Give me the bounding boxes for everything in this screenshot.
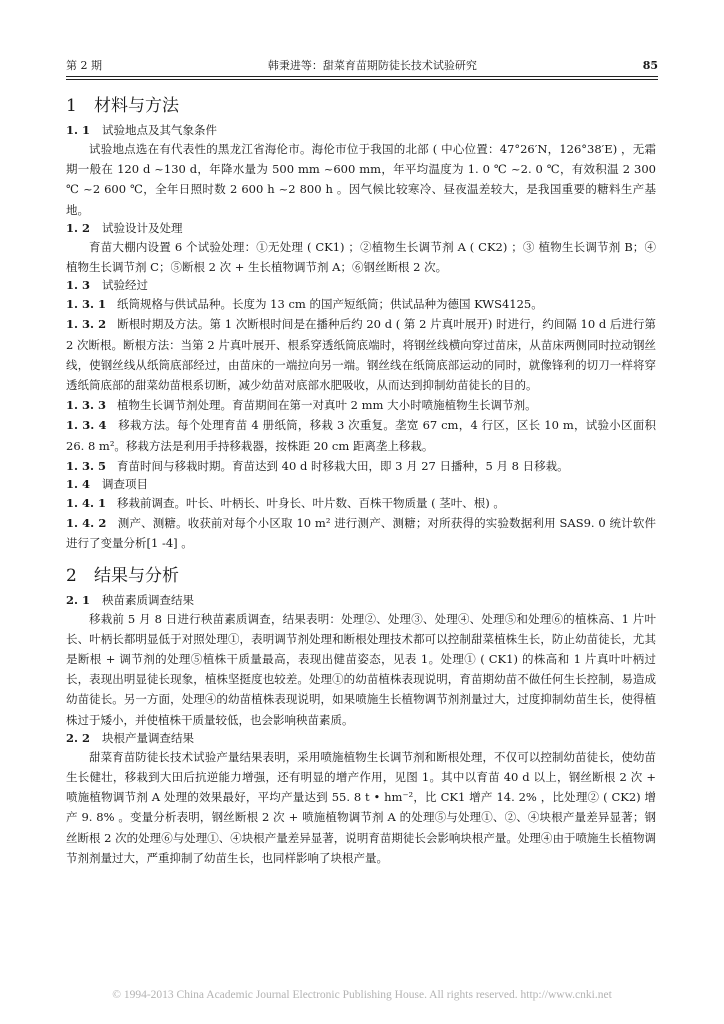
header-rule-bottom (66, 79, 658, 80)
subsection-heading-1-1: 1. 1 试验地点及其气象条件 (66, 123, 217, 137)
issue-number: 第 2 期 (66, 59, 102, 72)
paragraph-1-4-2: 1. 4. 2 测产、测糖。收获前对每个小区取 10 m² 进行测产、测糖；对所获得的实验数据利用 SAS9. 0 统计软件进行了变量分析[1 -4] 。 (66, 516, 656, 551)
running-header (66, 55, 658, 75)
section-title: 结果与分析 (94, 565, 179, 586)
copyright-footer: © 1994-2013 China Academic Journal Electronic Publishing House. All rights reserved. http://www.cnki.net (112, 989, 612, 1001)
paragraph-1-3-3: 1. 3. 3 植物生长调节剂处理。育苗期间在第一对真叶 2 mm 大小时喷施植物生长调节剂。 (66, 398, 537, 413)
paragraph-1-4-1: 1. 4. 1 移栽前调查。叶长、叶柄长、叶身长、叶片数、百株干物质量 ( 茎叶、根) 。 (66, 496, 505, 511)
section-heading-2 (66, 562, 656, 592)
subsection-heading-1-2: 1. 2 试验设计及处理 (66, 220, 183, 235)
header-rule-top (66, 76, 658, 77)
running-title: 韩秉进等：甜菜育苗期防徒长技术试验研究 (267, 59, 477, 72)
paragraph-root-yield: 甜菜育苗防徒长技术试验产量结果表明，采用喷施植物生长调节剂和断根处理，不仅可以控制幼苗徒长，使幼苗生长健壮，移栽到大田后抗逆能力增强，还有明显的增产作用，见图 1。其中以育苗 40 d 以上，钢丝断根 2 次 + 喷施植物调节剂 A 处理的效果最好，平均产量达到 55. 8 t • hm⁻²，比 CK1 增产 14. 2% ，比处理② ( CK2) 增产 9. 8% 。变量分析表明，钢丝断根 2 次 + 喷施植物调节剂 A 的处理⑤与处理①、②、④块根产量差异显著；钢丝断根 2 次的处理⑥与处理①、④块根产量差异显著，说明育苗期徒长会影响块根产量。处理④由于喷施生长植物调节剂剂量过大，严重抑制了幼苗生长，也同样影响了块根产量。 (66, 749, 656, 865)
paragraph-1-3-1: 1. 3. 1 纸筒规格与供试品种。长度为 13 cm 的国产短纸筒；供试品种为德国 KWS4125。 (66, 297, 543, 312)
subsection-heading-2-2: 2. 2 块根产量调查结果 (66, 730, 194, 745)
paragraph-1-3-5: 1. 3. 5 育苗时间与移栽时期。育苗达到 40 d 时移栽大田，即 3 月 27 日播种，5 月 8 日移栽。 (66, 458, 569, 473)
paragraph-1-3-2: 1. 3. 2 断根时期及方法。第 1 次断根时间是在播种后约 20 d ( 第 2 片真叶展开) 时进行，约间隔 10 d 后进行第 2 次断根。断根方法：当第 2 片真叶展开、根系穿透纸筒底端时，将钢丝线横向穿过苗床，从苗床两侧同时拉动钢丝线，使钢丝线从纸筒底部经过，由苗床的一端拉向另一端。钢丝线在纸筒底部运动的同时，就像锋利的切刀一样将穿透纸筒底部的甜菜幼苗根系切断，减少幼苗对底部水肥吸收，从而达到抑制幼苗徒长的目的。 (66, 317, 657, 393)
article-body (66, 92, 656, 868)
paragraph-site: 试验地点选在有代表性的黑龙江省海伦市。海伦市位于我国的北部 ( 中心位置：47°26′N，126°38′E) ，无霜期一般在 120 d ~130 d，年降水量为 500 mm ~600 mm，年平均温度为 1. 0 ℃ ~2. 0 ℃，有效积温 2 300 ℃ ~2 600 ℃，全年日照时数 2 600 h ~2 800 h 。因气候比较寒冷、昼夜温差较大，是我国重要的糖料生产基地。 (66, 142, 656, 217)
section-heading-1 (66, 92, 656, 122)
paragraph-1-3-4: 1. 3. 4 移栽方法。每个处理育苗 4 册纸筒，移栽 3 次重复。垄宽 67 cm，4 行区，区长 10 m，试验小区面积 26. 8 m²。移栽方法是利用手持移栽器，按株距 20 cm 距离垄上移栽。 (66, 418, 656, 453)
subsection-heading-2-1: 2. 1 秧苗素质调查结果 (66, 592, 194, 607)
page-number: 85 (642, 58, 658, 72)
section-number: 2 (66, 565, 77, 586)
paragraph-seedling-quality: 移栽前 5 月 8 日进行秧苗素质调查，结果表明：处理②、处理③、处理④、处理⑤和处理⑥的植株高、1 片叶长、叶柄长都明显低于对照处理①，表明调节剂处理和断根处理技术都可以控制甜菜植株生长，防止幼苗徒长，尤其是断根 + 调节剂的处理⑤植株干质量最高，表现出健苗姿态，见表 1。处理① ( CK1) 的株高和 1 片真叶叶柄过长，表现出明显徒长现象，植株坚挺度也较差。处理①的幼苗植株表现说明，育苗期幼苗不做任何生长控制，易造成幼苗徒长。另一方面，处理④的幼苗植株表现说明，如果喷施生长植物调节剂剂量过大，过度抑制幼苗生长，使得植株过于矮小，并使植株干质量较低，也会影响秧苗素质。 (66, 611, 656, 727)
section-title: 材料与方法 (94, 96, 179, 116)
subsection-heading-1-4: 1. 4 调查项目 (66, 477, 148, 492)
section-number: 1 (66, 96, 77, 116)
subsection-heading-1-3: 1. 3 试验经过 (66, 278, 148, 293)
paragraph-design: 育苗大棚内设置 6 个试验处理：①无处理 ( CK1) ；②植物生长调节剂 A ( CK2) ；③ 植物生长调节剂 B；④植物生长调节剂 C；⑤断根 2 次 + 生长植物调节剂 A；⑥钢丝断根 2 次。 (66, 239, 656, 275)
